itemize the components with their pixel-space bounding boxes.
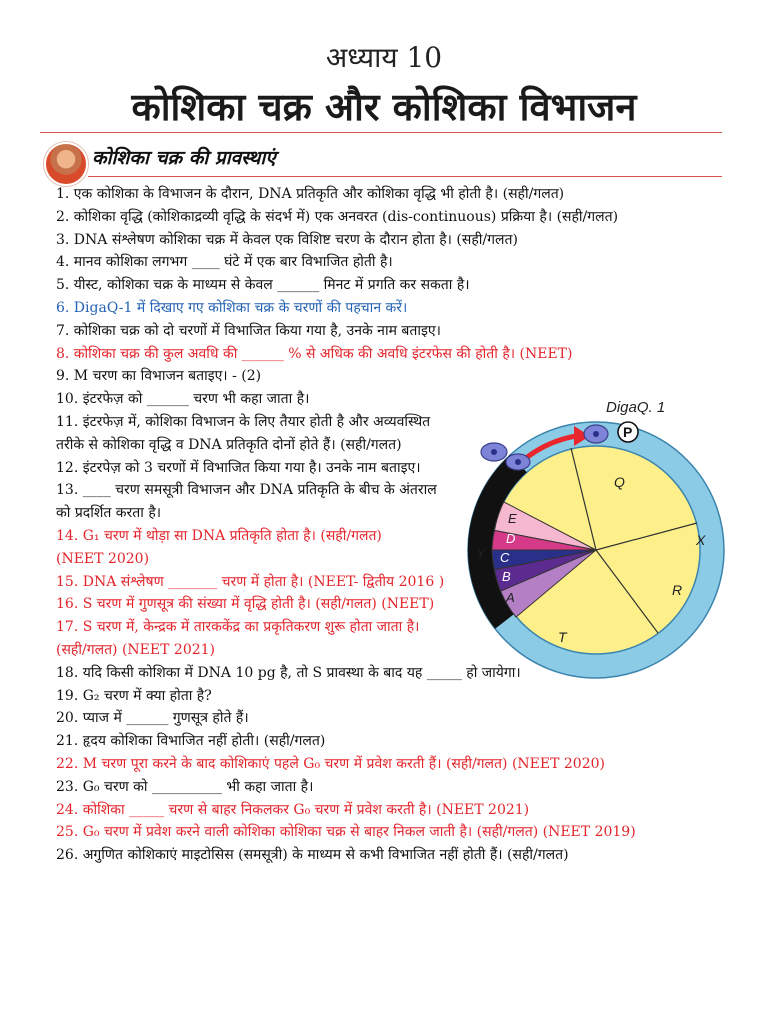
cell-nucleus <box>515 459 521 465</box>
question-line: 19. G₂ चरण में क्या होता है? <box>56 687 212 704</box>
label-c: C <box>500 550 510 565</box>
label-x: X <box>696 532 706 548</box>
cell-cycle-diagram <box>456 390 736 690</box>
question-line: 14. G₁ चरण में थोड़ा सा DNA प्रतिकृति होता है। (सही/गलत) <box>56 527 382 544</box>
chapter-number: अध्याय 10 <box>325 41 443 74</box>
question-line: 2. कोशिका वृद्धि (कोशिकाद्रव्यी वृद्धि के संदर्भ में) एक अनवरत (dis-continuous) प्रक्रिया है। (सही/गलत) <box>56 208 619 225</box>
cell-nucleus <box>593 431 599 437</box>
label-r: R <box>672 582 683 598</box>
question-line: 23. G₀ चरण को __________ भी कहा जाता है। <box>56 778 314 795</box>
question-line: 9. M चरण का विभाजन बताइए। - (2) <box>56 368 262 385</box>
label-e: E <box>508 511 517 526</box>
chapter-title: कोशिका चक्र और कोशिका विभाजन <box>131 84 637 129</box>
question-line: 7. कोशिका चक्र को दो चरणों में विभाजित किया गया है, उनके नाम बताइए। <box>56 322 441 339</box>
question-line: (NEET 2020) <box>56 550 150 567</box>
question-line: 20. प्याज में ______ गुणसूत्र होते हैं। <box>56 710 249 727</box>
question-line: 5. यीस्ट, कोशिका चक्र के माध्यम से केवल ______ मिनट में प्रगति कर सकता है। <box>56 277 470 294</box>
label-y: Y <box>476 545 486 561</box>
label-p: P <box>623 424 633 440</box>
title-divider <box>40 132 722 133</box>
label-b: B <box>502 569 511 584</box>
question-line: 21. हृदय कोशिका विभाजित नहीं होती। (सही/गलत) <box>56 733 326 750</box>
question-line: 18. यदि किसी कोशिका में DNA 10 pg है, तो S प्रावस्था के बाद यह _____ हो जायेगा। <box>56 664 521 681</box>
question-line: 16. S चरण में गुणसूत्र की संख्या में वृद्धि होती है। (सही/गलत) (NEET) <box>56 596 435 613</box>
question-line: को प्रदर्शित करता है। <box>56 505 162 522</box>
cell-nucleus <box>491 449 497 455</box>
question-line: (सही/गलत) (NEET 2021) <box>56 641 215 658</box>
question-line: 17. S चरण में, केन्द्रक में तारककेंद्र का प्रकृतिकरण शुरू होता जाता है। <box>56 619 420 636</box>
label-q: Q <box>614 474 625 490</box>
question-line: 12. इंटरपेज़ को 3 चरणों में विभाजित किया गया है। उनके नाम बताइए। <box>56 459 421 476</box>
question-line: 10. इंटरफेज़ को ______ चरण भी कहा जाता है। <box>56 391 310 408</box>
question-line: 26. अगुणित कोशिकाएं माइटोसिस (समसूत्री) के माध्यम से कभी विभाजित नहीं होती हैं। (सही/गलत) <box>56 847 569 864</box>
label-d: D <box>506 531 516 546</box>
label-t: T <box>558 629 567 645</box>
question-line: 13. ____ चरण समसूत्री विभाजन और DNA प्रतिकृति के बीच के अंतराल <box>56 482 437 499</box>
question-line: तरीके से कोशिका वृद्धि व DNA प्रतिकृति दोनों होते हैं। (सही/गलत) <box>56 436 402 453</box>
question-line: 22. M चरण पूरा करने के बाद कोशिकाएं पहले G₀ चरण में प्रवेश करती हैं। (सही/गलत) (NEET 2020) <box>56 755 605 772</box>
question-line: 8. कोशिका चक्र की कुल अवधि की ______ % से अधिक की अवधि इंटरफेस की होती है। (NEET) <box>56 345 573 362</box>
question-line: 4. मानव कोशिका लगभग ____ घंटे में एक बार विभाजित होती है। <box>56 254 393 271</box>
section-divider <box>88 176 722 177</box>
question-line: 11. इंटरफेज़ में, कोशिका विभाजन के लिए तैयार होती है और अव्यवस्थित <box>56 413 431 430</box>
diagram-caption: DigaQ. 1 <box>606 399 666 416</box>
question-line: 24. कोशिका _____ चरण से बाहर निकलकर G₀ चरण में प्रवेश करती है। (NEET 2021) <box>56 801 530 818</box>
question-line: 15. DNA संश्लेषण _______ चरण में होता है। (NEET- द्वितीय 2016 ) <box>56 573 445 590</box>
label-a: A <box>506 590 515 605</box>
question-line: 3. DNA संश्लेषण कोशिका चक्र में केवल एक विशिष्ट चरण के दौरान होता है। (सही/गलत) <box>56 231 518 248</box>
question-line: 25. G₀ चरण में प्रवेश करने वाली कोशिका कोशिका चक्र से बाहर निकल जाती है। (सही/गलत) (NEET 2019) <box>56 824 636 841</box>
question-line: 6. DigaQ-1 में दिखाए गए कोशिका चक्र के चरणों की पहचान करें। <box>56 299 408 316</box>
avatar <box>44 142 88 186</box>
question-line: 1. एक कोशिका के विभाजन के दौरान, DNA प्रतिकृति और कोशिका वृद्धि भी होती है। (सही/गलत) <box>56 186 565 202</box>
section-heading: कोशिका चक्र की प्रावस्थाएं <box>92 147 276 169</box>
